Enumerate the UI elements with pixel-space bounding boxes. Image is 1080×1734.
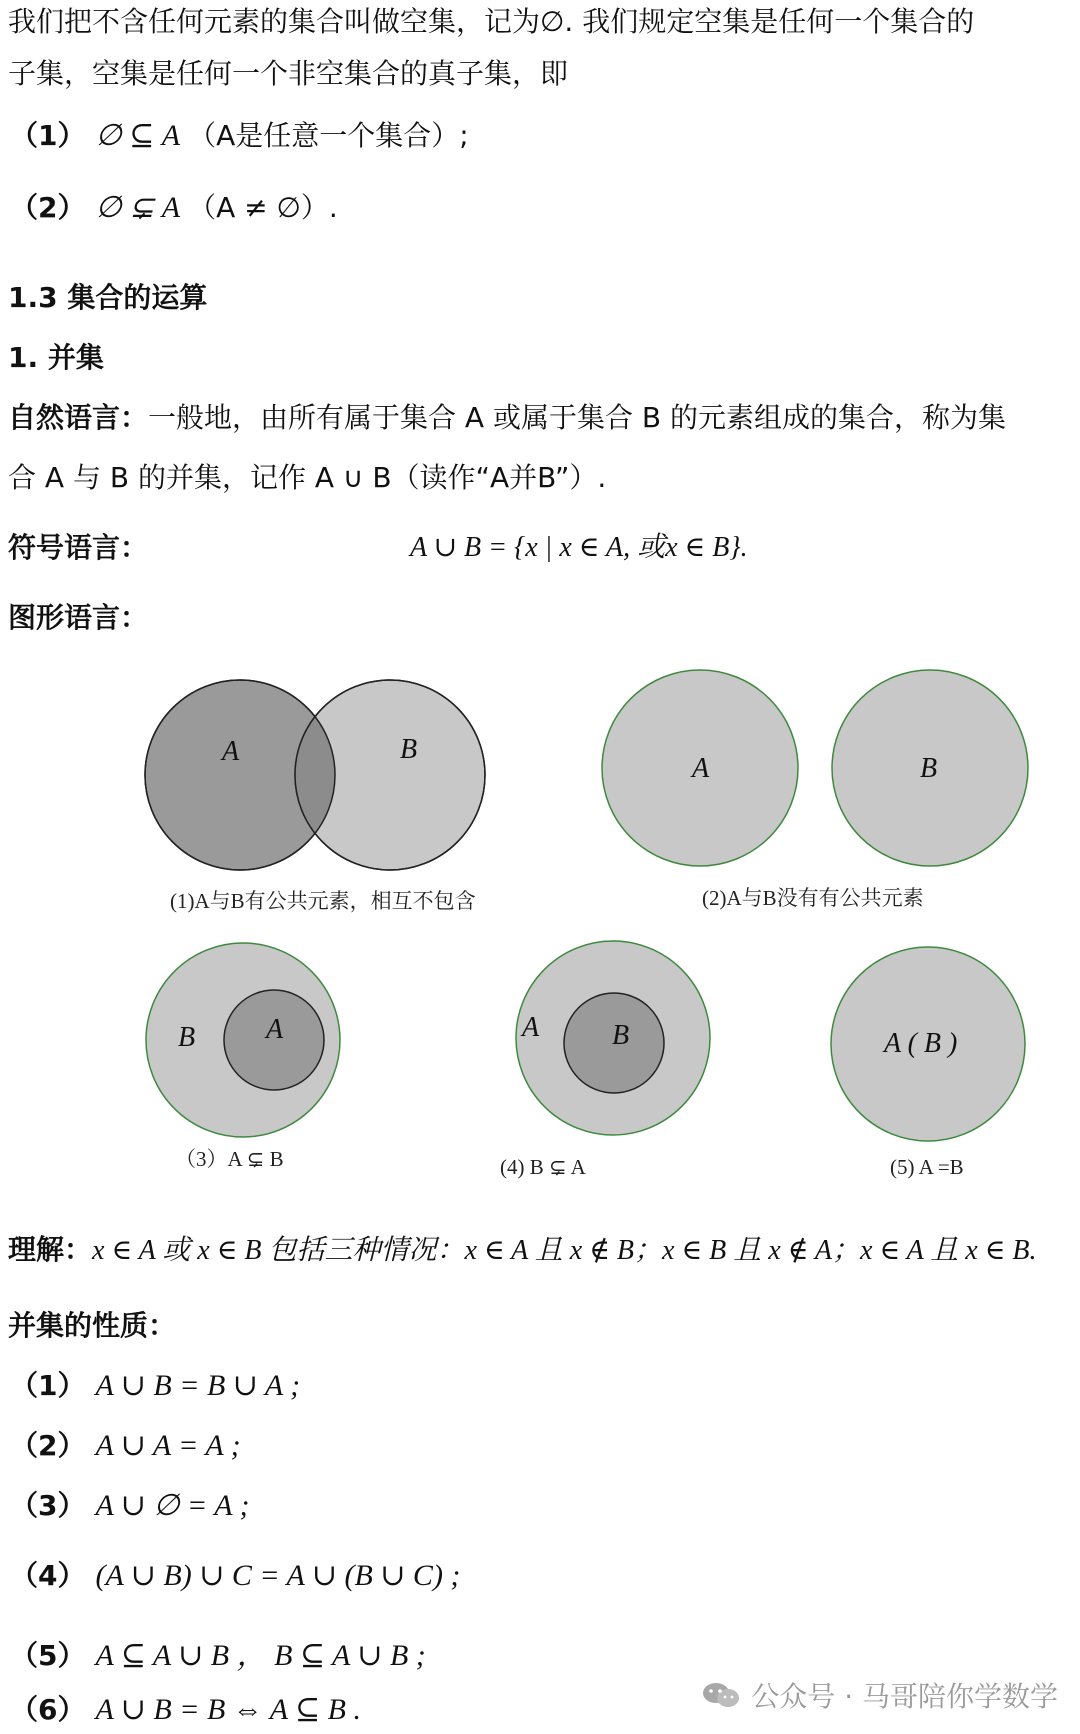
properties-heading: 并集的性质： <box>8 1309 177 1342</box>
venn-disjoint <box>602 670 1028 910</box>
venn-overlapping <box>145 680 485 914</box>
property-expression: (A ∪ B) ∪ C = A ∪ (B ∪ C) ; <box>95 1559 461 1592</box>
caption-4: (4) B ⊊ A <box>500 1155 586 1179</box>
label-a: A <box>692 753 710 784</box>
understanding-line <box>8 1230 1037 1271</box>
label-a: A <box>266 1014 284 1045</box>
property-expression: A ∪ B = B ∪ A ; <box>95 1369 301 1402</box>
item-expression: ∅ ⊊ A <box>95 191 181 224</box>
venn-diagrams <box>0 640 1080 1200</box>
label-b: B <box>612 1020 630 1051</box>
watermark-text: 公众号 · 马哥陪你学数学 <box>751 1680 1058 1713</box>
property-number: （5） <box>10 1639 86 1672</box>
label-ab: A ( B ) <box>884 1028 958 1059</box>
property-item <box>10 1636 426 1676</box>
intro-line-2: 子集，空集是任何一个非空集合的真子集，即 <box>8 57 569 90</box>
label-b: B <box>920 753 938 784</box>
watermark <box>701 1675 1058 1715</box>
union-formula: A ∪ B = {x | x ∈ A, 或x ∈ B}. <box>410 532 748 563</box>
label-b: B <box>400 734 418 765</box>
label-a: A <box>522 1012 540 1043</box>
property-number: （6） <box>10 1693 86 1726</box>
understanding-label: 理解： <box>8 1233 93 1266</box>
item-number: （2） <box>10 191 86 224</box>
wechat-icon <box>701 1681 741 1709</box>
property-number: （2） <box>10 1429 86 1462</box>
subsection-heading: 1. 并集 <box>8 341 104 374</box>
property-number: （3） <box>10 1489 86 1522</box>
label-b: B <box>178 1022 196 1053</box>
property-number: （1） <box>10 1369 86 1402</box>
graphic-language-label: 图形语言： <box>8 601 149 634</box>
caption-3: （3）A ⊊ B <box>175 1147 284 1171</box>
caption-5: (5) A =B <box>890 1155 964 1179</box>
item-number: （1） <box>10 119 86 152</box>
venn-a-equals-b <box>831 947 1025 1179</box>
symbolic-language-label: 符号语言： <box>8 531 149 564</box>
caption-2: (2)A与B没有有公共元素 <box>702 886 924 910</box>
property-item <box>10 1556 460 1596</box>
item-note: （A ≠ ∅）. <box>188 191 338 224</box>
empty-set-item-1 <box>10 116 469 156</box>
label-a: A <box>222 736 240 767</box>
caption-1: (1)A与B有公共元素，相互不包含 <box>170 889 476 913</box>
intro-line-1: 我们把不含任何元素的集合叫做空集，记为∅. 我们规定空集是任何一个集合的 <box>8 5 975 38</box>
property-item <box>10 1426 241 1466</box>
empty-set-item-2 <box>10 188 338 228</box>
property-number: （4） <box>10 1559 86 1592</box>
property-expression: A ⊆ A ∪ B ， B ⊆ A ∪ B ; <box>95 1639 426 1672</box>
property-item <box>10 1690 361 1730</box>
natural-language-label: 自然语言： <box>8 401 149 434</box>
natural-language-line-1 <box>8 398 1006 438</box>
natural-language-text: 一般地，由所有属于集合 A 或属于集合 B 的元素组成的集合，称为集 <box>148 401 1006 434</box>
venn-b-subset-a <box>500 941 710 1179</box>
property-expression: A ∪ B = B ⇔ A ⊆ B . <box>95 1693 362 1726</box>
venn-a-subset-b <box>146 943 340 1171</box>
understanding-text: x ∈ A 或 x ∈ B 包括三种情况：x ∈ A 且 x ∉ B；x ∈ B 且 x ∉ A；x ∈ A 且 x ∈ B. <box>92 1235 1037 1266</box>
property-item <box>10 1486 250 1526</box>
section-heading: 1.3 集合的运算 <box>8 281 208 314</box>
natural-language-line-2: 合 A 与 B 的并集，记作 A ∪ B（读作“A并B”）. <box>8 461 607 494</box>
property-expression: A ∪ ∅ = A ; <box>95 1489 250 1522</box>
property-item <box>10 1366 300 1406</box>
property-expression: A ∪ A = A ; <box>95 1429 241 1462</box>
item-note: （A是任意一个集合）; <box>188 119 469 152</box>
item-expression: ∅ ⊆ A <box>95 119 181 152</box>
